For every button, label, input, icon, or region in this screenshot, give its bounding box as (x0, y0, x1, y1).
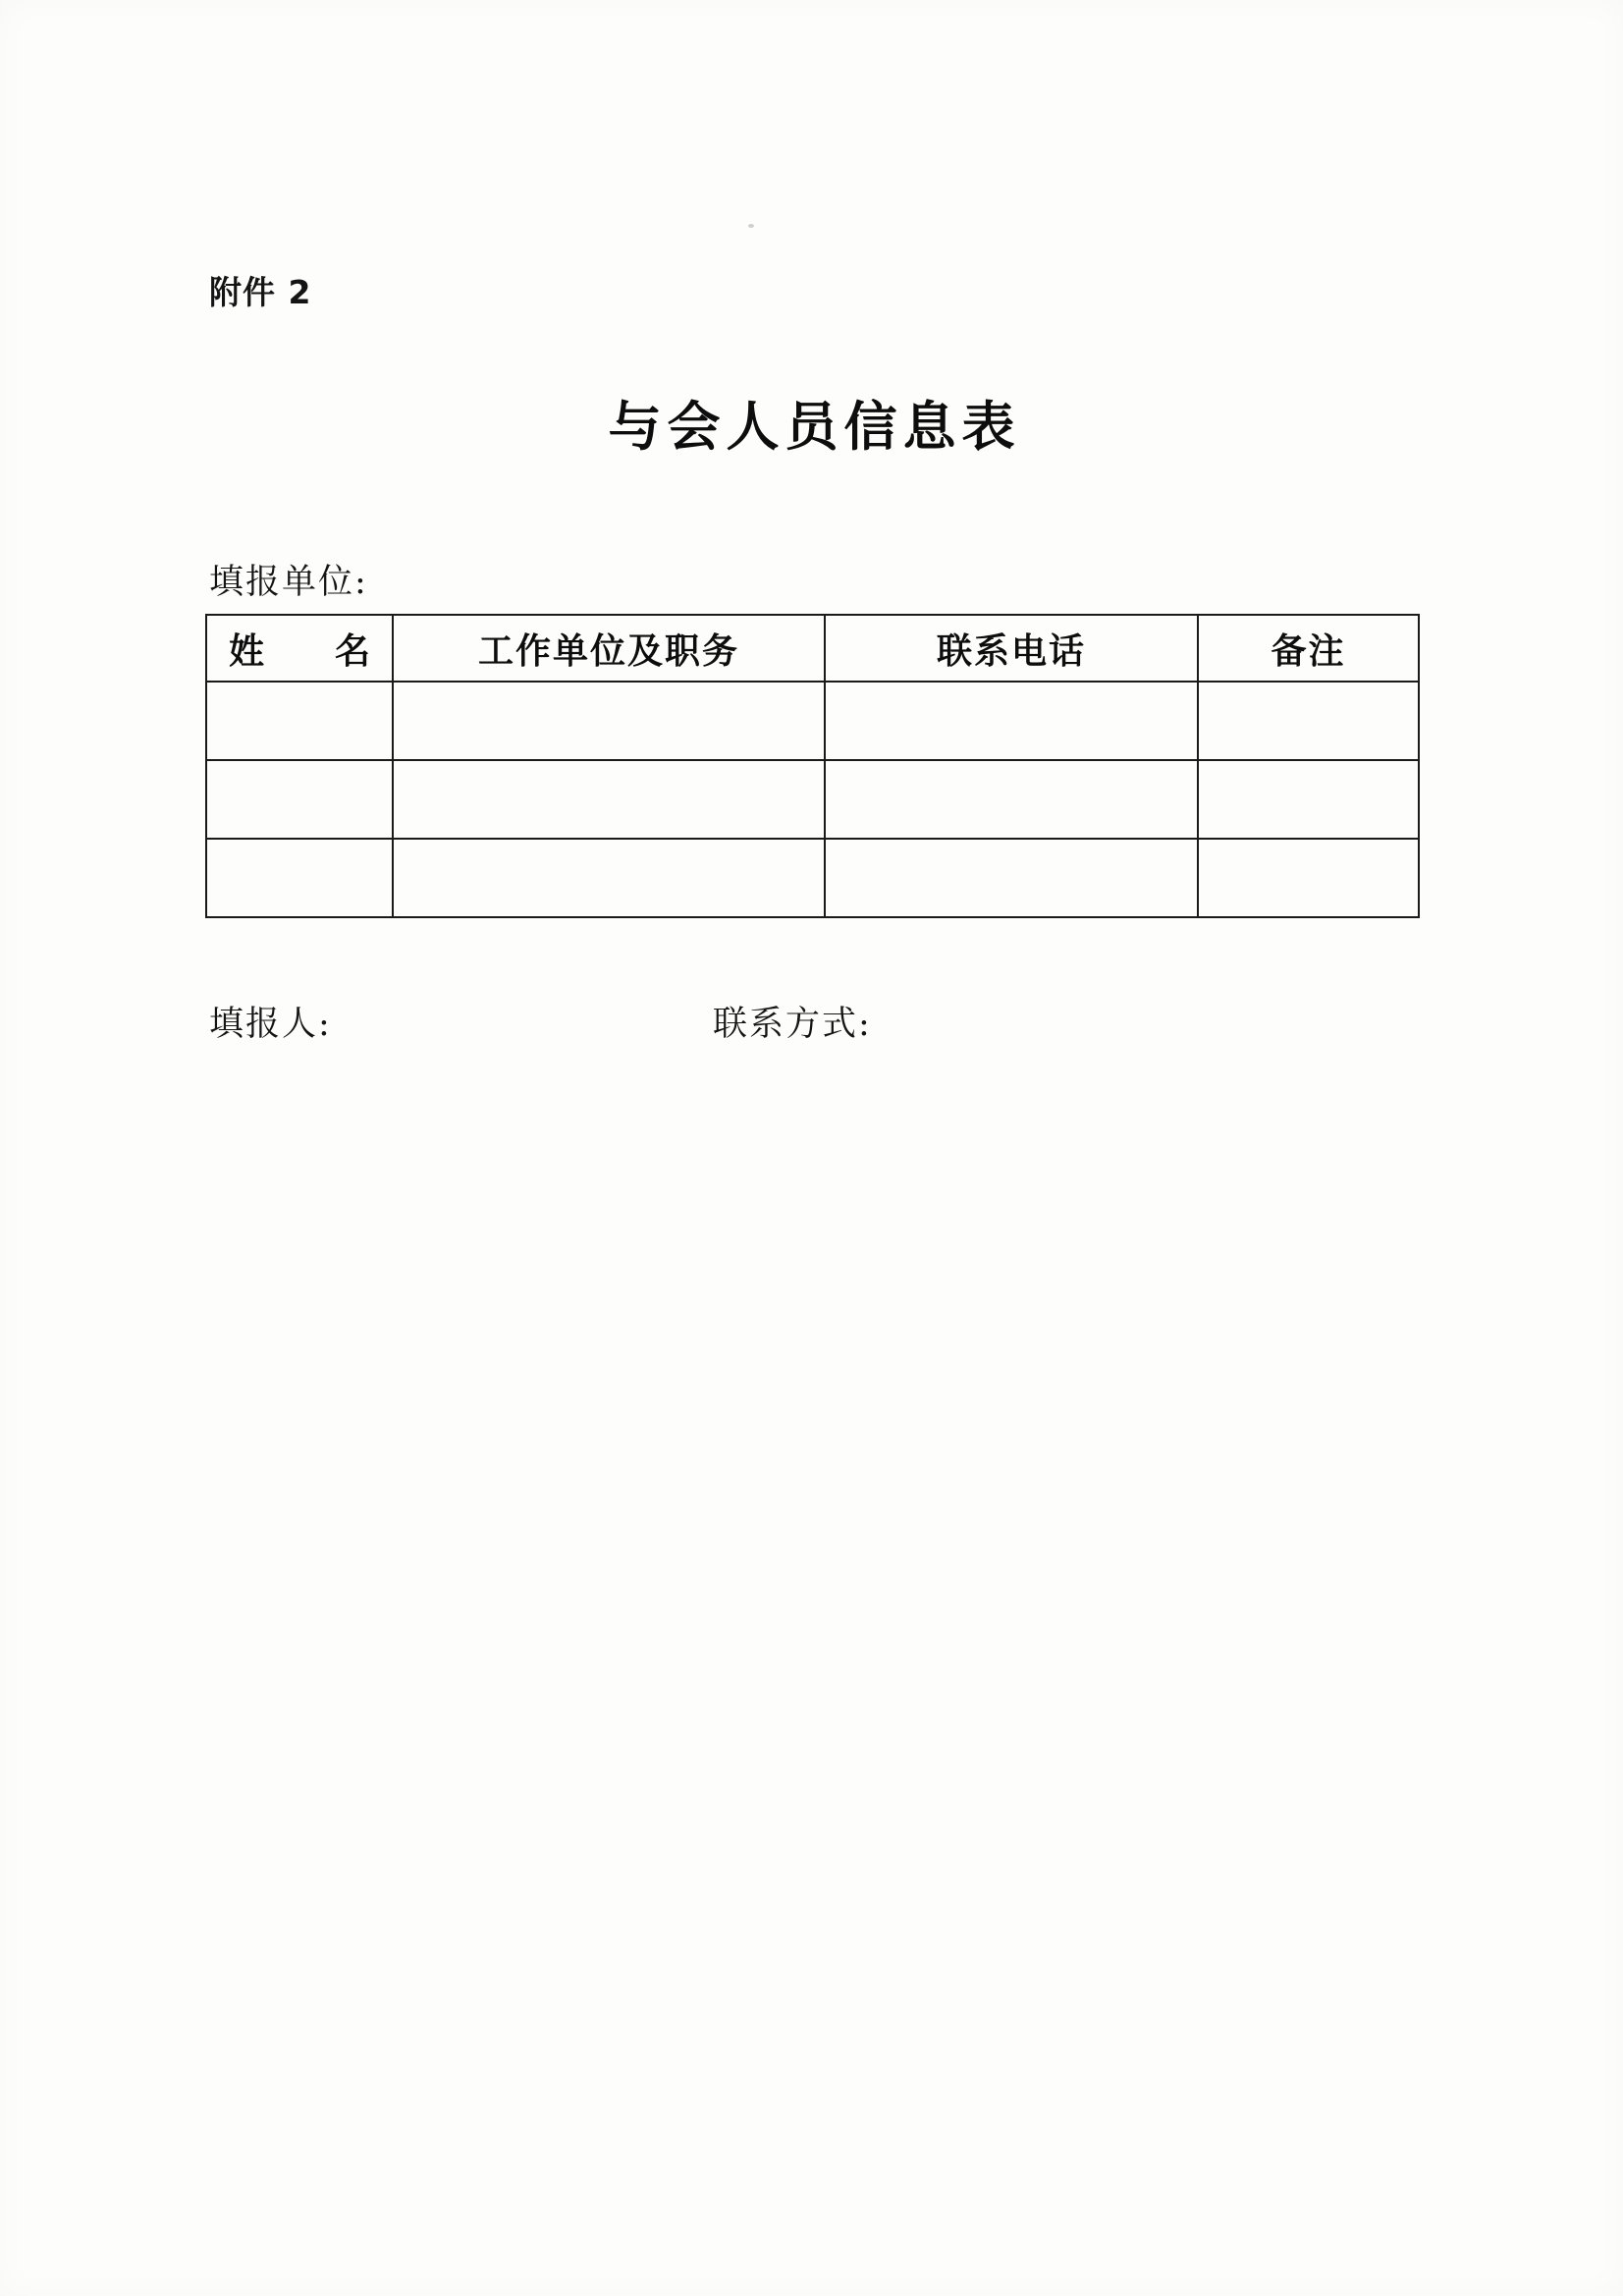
contact-label: 联系方式: (713, 1005, 872, 1044)
cell-phone[interactable] (825, 839, 1198, 917)
cell-name[interactable] (206, 839, 393, 917)
cell-phone[interactable] (825, 760, 1198, 839)
cell-work-unit[interactable] (393, 760, 825, 839)
scan-speck-icon (748, 224, 754, 228)
table-row (206, 682, 1419, 760)
column-header-name-text: 姓 名 (228, 629, 388, 672)
cell-name[interactable] (206, 760, 393, 839)
column-header-remark: 备注 (1198, 615, 1419, 682)
table-row (206, 760, 1419, 839)
cell-remark[interactable] (1198, 760, 1419, 839)
attachment-label: 附件 2 (209, 273, 312, 311)
reporter-label: 填报人: (209, 1005, 332, 1044)
column-header-work-unit: 工作单位及职务 (393, 615, 825, 682)
cell-remark[interactable] (1198, 682, 1419, 760)
table-header-row (206, 615, 1419, 682)
attendee-info-table (205, 614, 1420, 918)
column-header-name (206, 615, 393, 682)
table-row (206, 839, 1419, 917)
cell-remark[interactable] (1198, 839, 1419, 917)
page-title: 与会人员信息表 (608, 395, 1021, 458)
cell-name[interactable] (206, 682, 393, 760)
cell-work-unit[interactable] (393, 839, 825, 917)
cell-phone[interactable] (825, 682, 1198, 760)
column-header-phone: 联系电话 (825, 615, 1198, 682)
cell-work-unit[interactable] (393, 682, 825, 760)
fill-unit-label: 填报单位: (209, 563, 368, 602)
